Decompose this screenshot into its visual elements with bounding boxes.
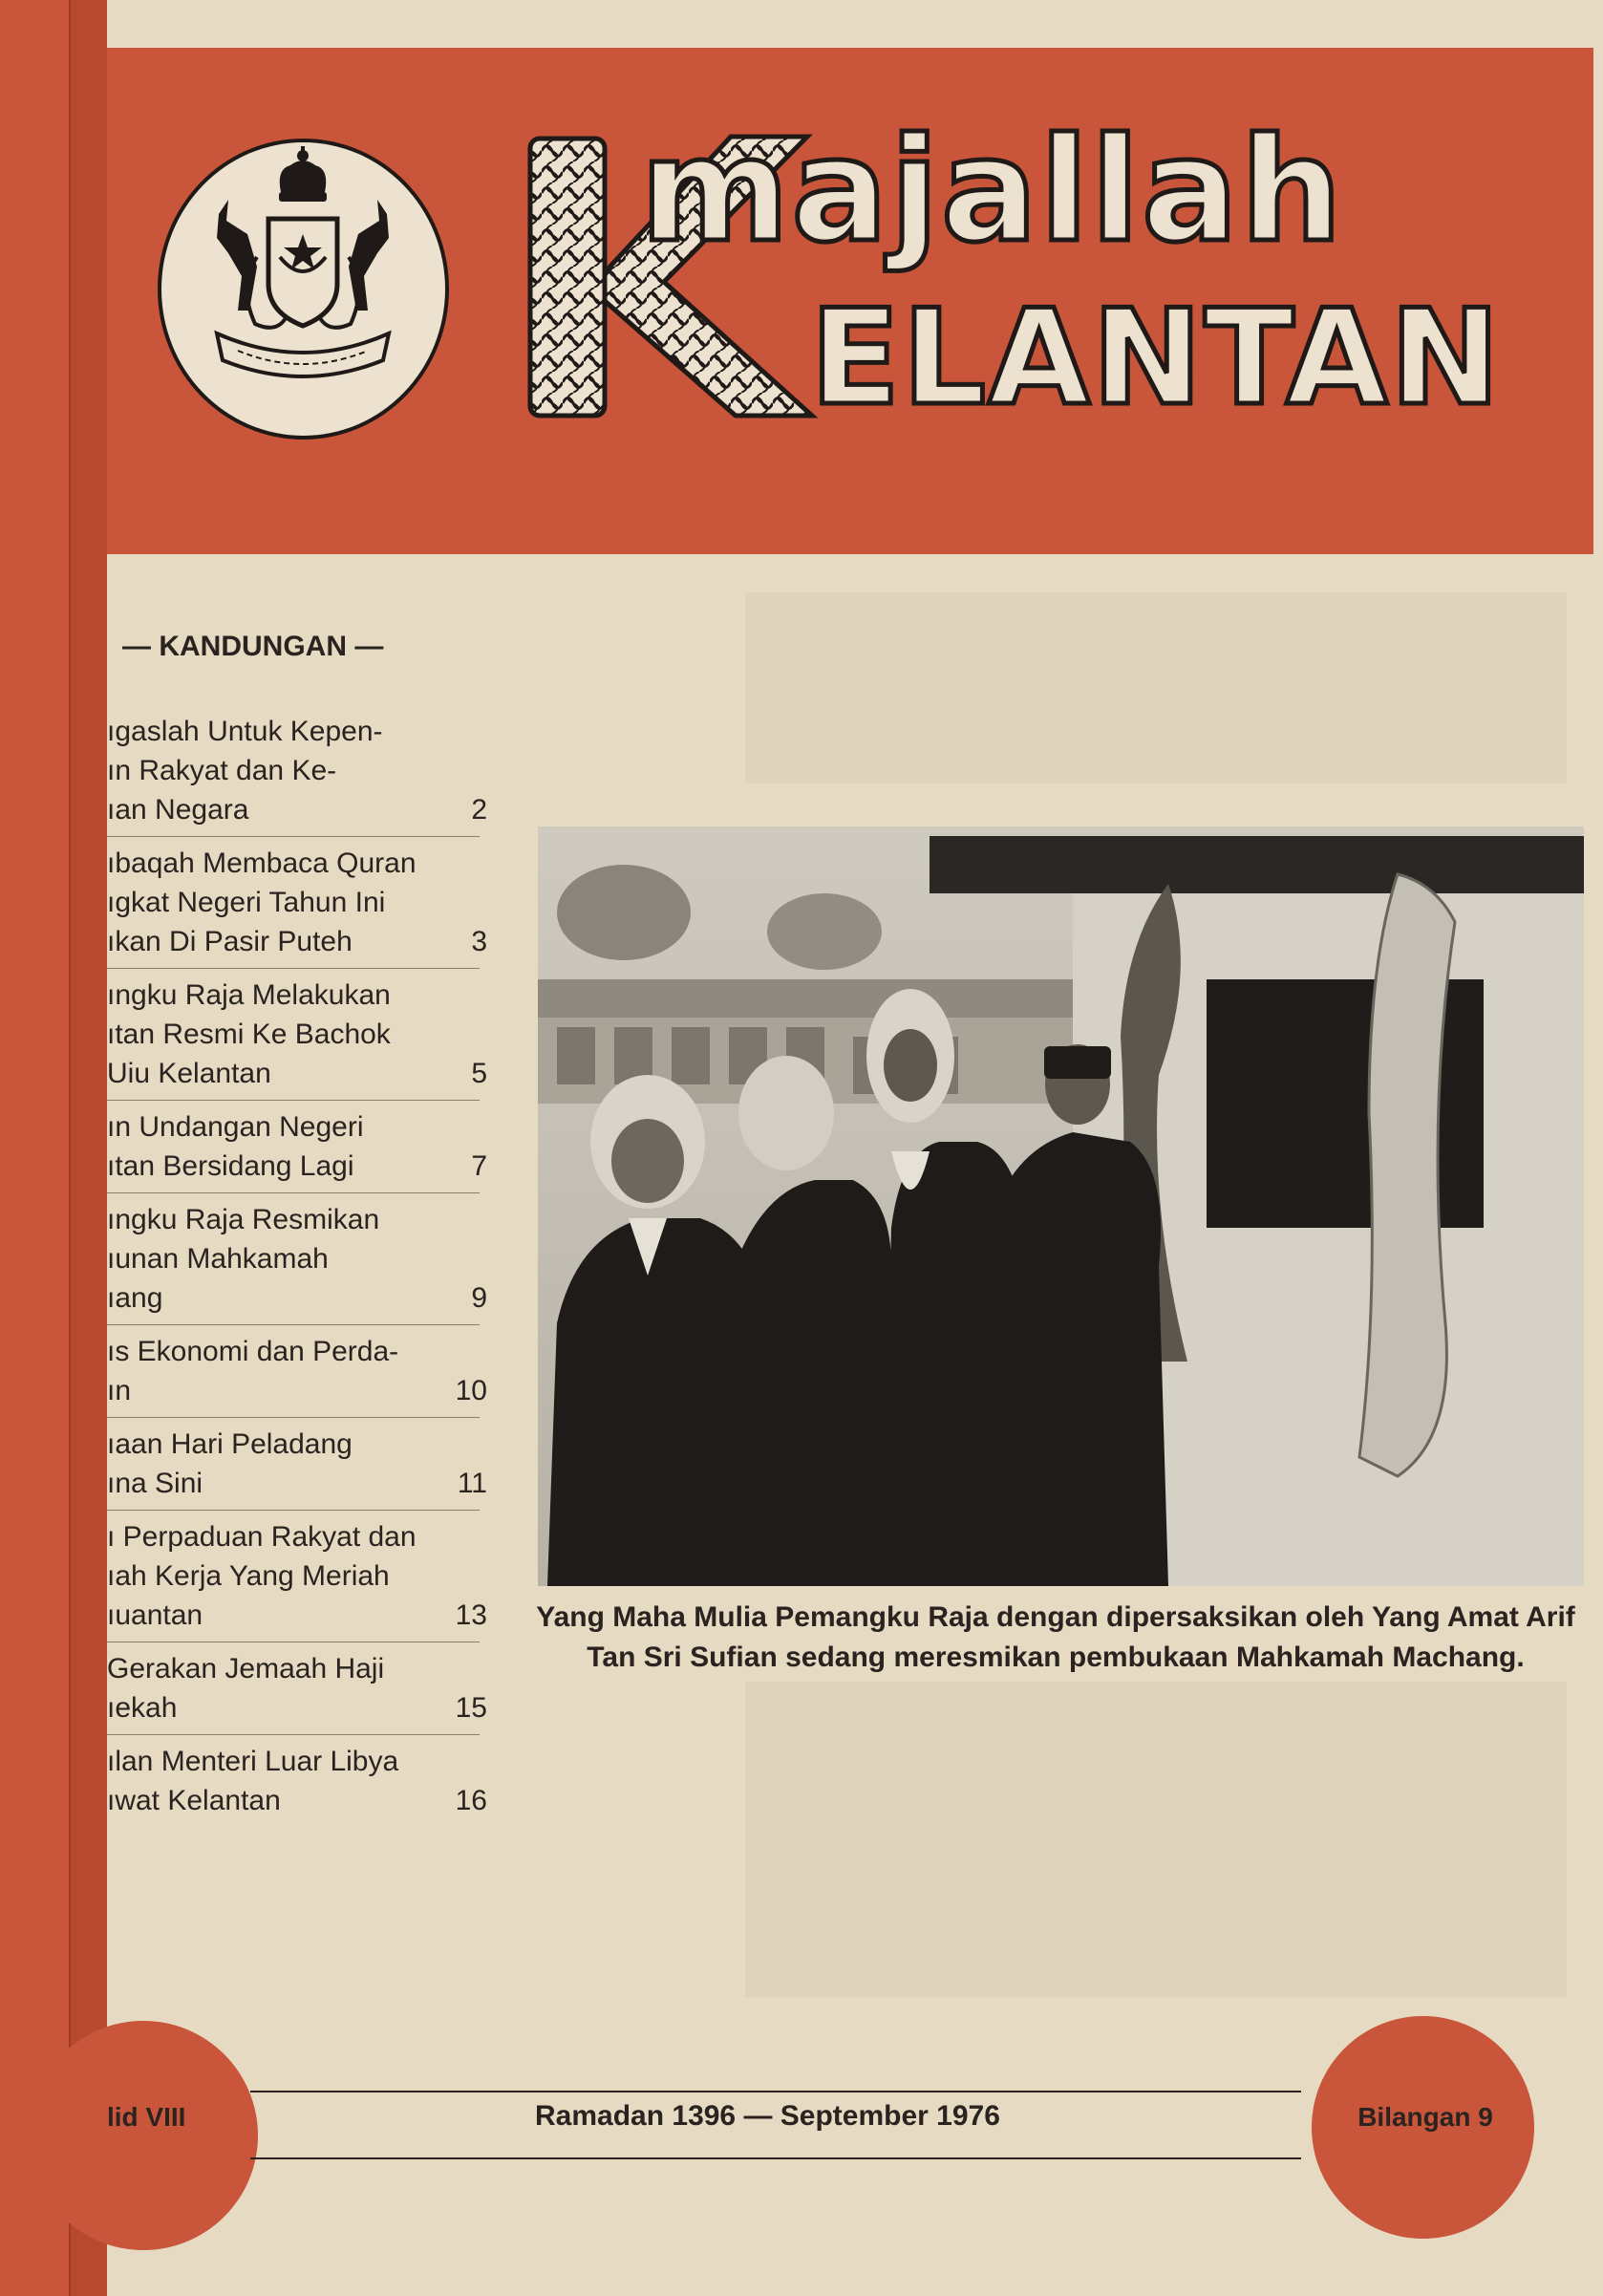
toc-divider — [107, 1324, 480, 1325]
toc-divider — [107, 836, 480, 837]
toc-page-number: 15 — [455, 1692, 487, 1724]
toc-line: ıan Negara — [107, 794, 249, 826]
toc-page-number: 11 — [457, 1468, 487, 1499]
toc-divider — [107, 1417, 480, 1418]
toc-line: ın — [107, 1375, 132, 1406]
toc-line: ıwat Kelantan — [107, 1785, 281, 1816]
kelantan-crest-emblem — [158, 139, 449, 440]
spine-edge — [69, 0, 109, 2296]
toc-line: ılan Menteri Luar Libya — [107, 1746, 399, 1777]
volume-label: lid VIII — [107, 2102, 186, 2132]
toc-entry — [107, 712, 487, 829]
toc-entry — [107, 976, 487, 1093]
photo-caption — [516, 1598, 1595, 1678]
toc-line: ıkan Di Pasir Puteh — [107, 926, 353, 957]
toc-line: ın Rakyat dan Ke- — [107, 755, 337, 786]
toc-entry — [107, 1425, 487, 1503]
toc-line: ın Undangan Negeri — [107, 1111, 364, 1143]
toc-line: ıuantan — [107, 1599, 203, 1631]
toc-page-number: 5 — [471, 1058, 487, 1089]
toc-divider — [107, 1192, 480, 1193]
toc-entry — [107, 1742, 487, 1820]
ceremony-photo — [538, 826, 1584, 1586]
toc-page-number: 2 — [471, 794, 487, 826]
toc-divider — [107, 968, 480, 969]
toc-line: ıs Ekonomi dan Perda- — [107, 1336, 399, 1367]
toc-entry — [107, 1517, 487, 1635]
toc-entry — [107, 1332, 487, 1410]
masthead-title-kelantan: ELANTAN — [810, 281, 1503, 435]
toc-page-number: 9 — [471, 1282, 487, 1314]
bleed-through-texture-lower — [745, 1682, 1567, 1997]
footer-rule-bottom — [250, 2157, 1301, 2159]
footer-rule-top — [250, 2091, 1301, 2092]
masthead-title-majallah: majallah — [640, 108, 1344, 274]
toc-line: ıngku Raja Melakukan — [107, 979, 391, 1011]
issue-date: Ramadan 1396 — September 1976 — [535, 2100, 1000, 2132]
toc-line: ıgkat Negeri Tahun Ini — [107, 887, 386, 918]
bleed-through-texture — [745, 592, 1567, 783]
toc-page-number: 13 — [455, 1599, 487, 1631]
toc-page-number: 16 — [455, 1785, 487, 1816]
toc-line: ıgaslah Untuk Kepen- — [107, 716, 383, 747]
toc-entry — [107, 844, 487, 961]
toc-line: ıngku Raja Resmikan — [107, 1204, 380, 1235]
toc-line: ıunan Mahkamah — [107, 1243, 329, 1275]
toc-divider — [107, 1510, 480, 1511]
toc-page-number: 10 — [455, 1375, 487, 1406]
toc-divider — [107, 1100, 480, 1101]
toc-line: ı Perpaduan Rakyat dan — [107, 1521, 417, 1553]
toc-line: Uiu Kelantan — [107, 1058, 271, 1089]
toc-entry — [107, 1200, 487, 1318]
toc-line: ıtan Bersidang Lagi — [107, 1150, 354, 1182]
caption-line-1: Yang Maha Mulia Pemangku Raja dengan dipersaksikan oleh Yang Amat Arif — [536, 1601, 1575, 1633]
toc-line: ına Sini — [107, 1468, 203, 1499]
toc-line: ıaan Hari Peladang — [107, 1428, 353, 1460]
toc-line: ıbaqah Membaca Quran — [107, 848, 417, 879]
contents-heading: — KANDUNGAN — — [122, 631, 384, 662]
toc-line: ıah Kerja Yang Meriah — [107, 1560, 390, 1592]
toc-line: Gerakan Jemaah Haji — [107, 1653, 385, 1684]
issue-number: Bilangan 9 — [1357, 2102, 1493, 2132]
toc-line: ıang — [107, 1282, 163, 1314]
toc-page-number: 7 — [471, 1150, 487, 1182]
toc-entry — [107, 1107, 487, 1186]
toc-entry — [107, 1649, 487, 1727]
caption-line-2: Tan Sri Sufian sedang meresmikan pembukaan Mahkamah Machang. — [587, 1642, 1525, 1673]
volume-circle — [29, 2021, 258, 2250]
toc-page-number: 3 — [471, 926, 487, 957]
toc-line: ıtan Resmi Ke Bachok — [107, 1019, 391, 1050]
toc-line: ıekah — [107, 1692, 178, 1724]
toc-divider — [107, 1734, 480, 1735]
